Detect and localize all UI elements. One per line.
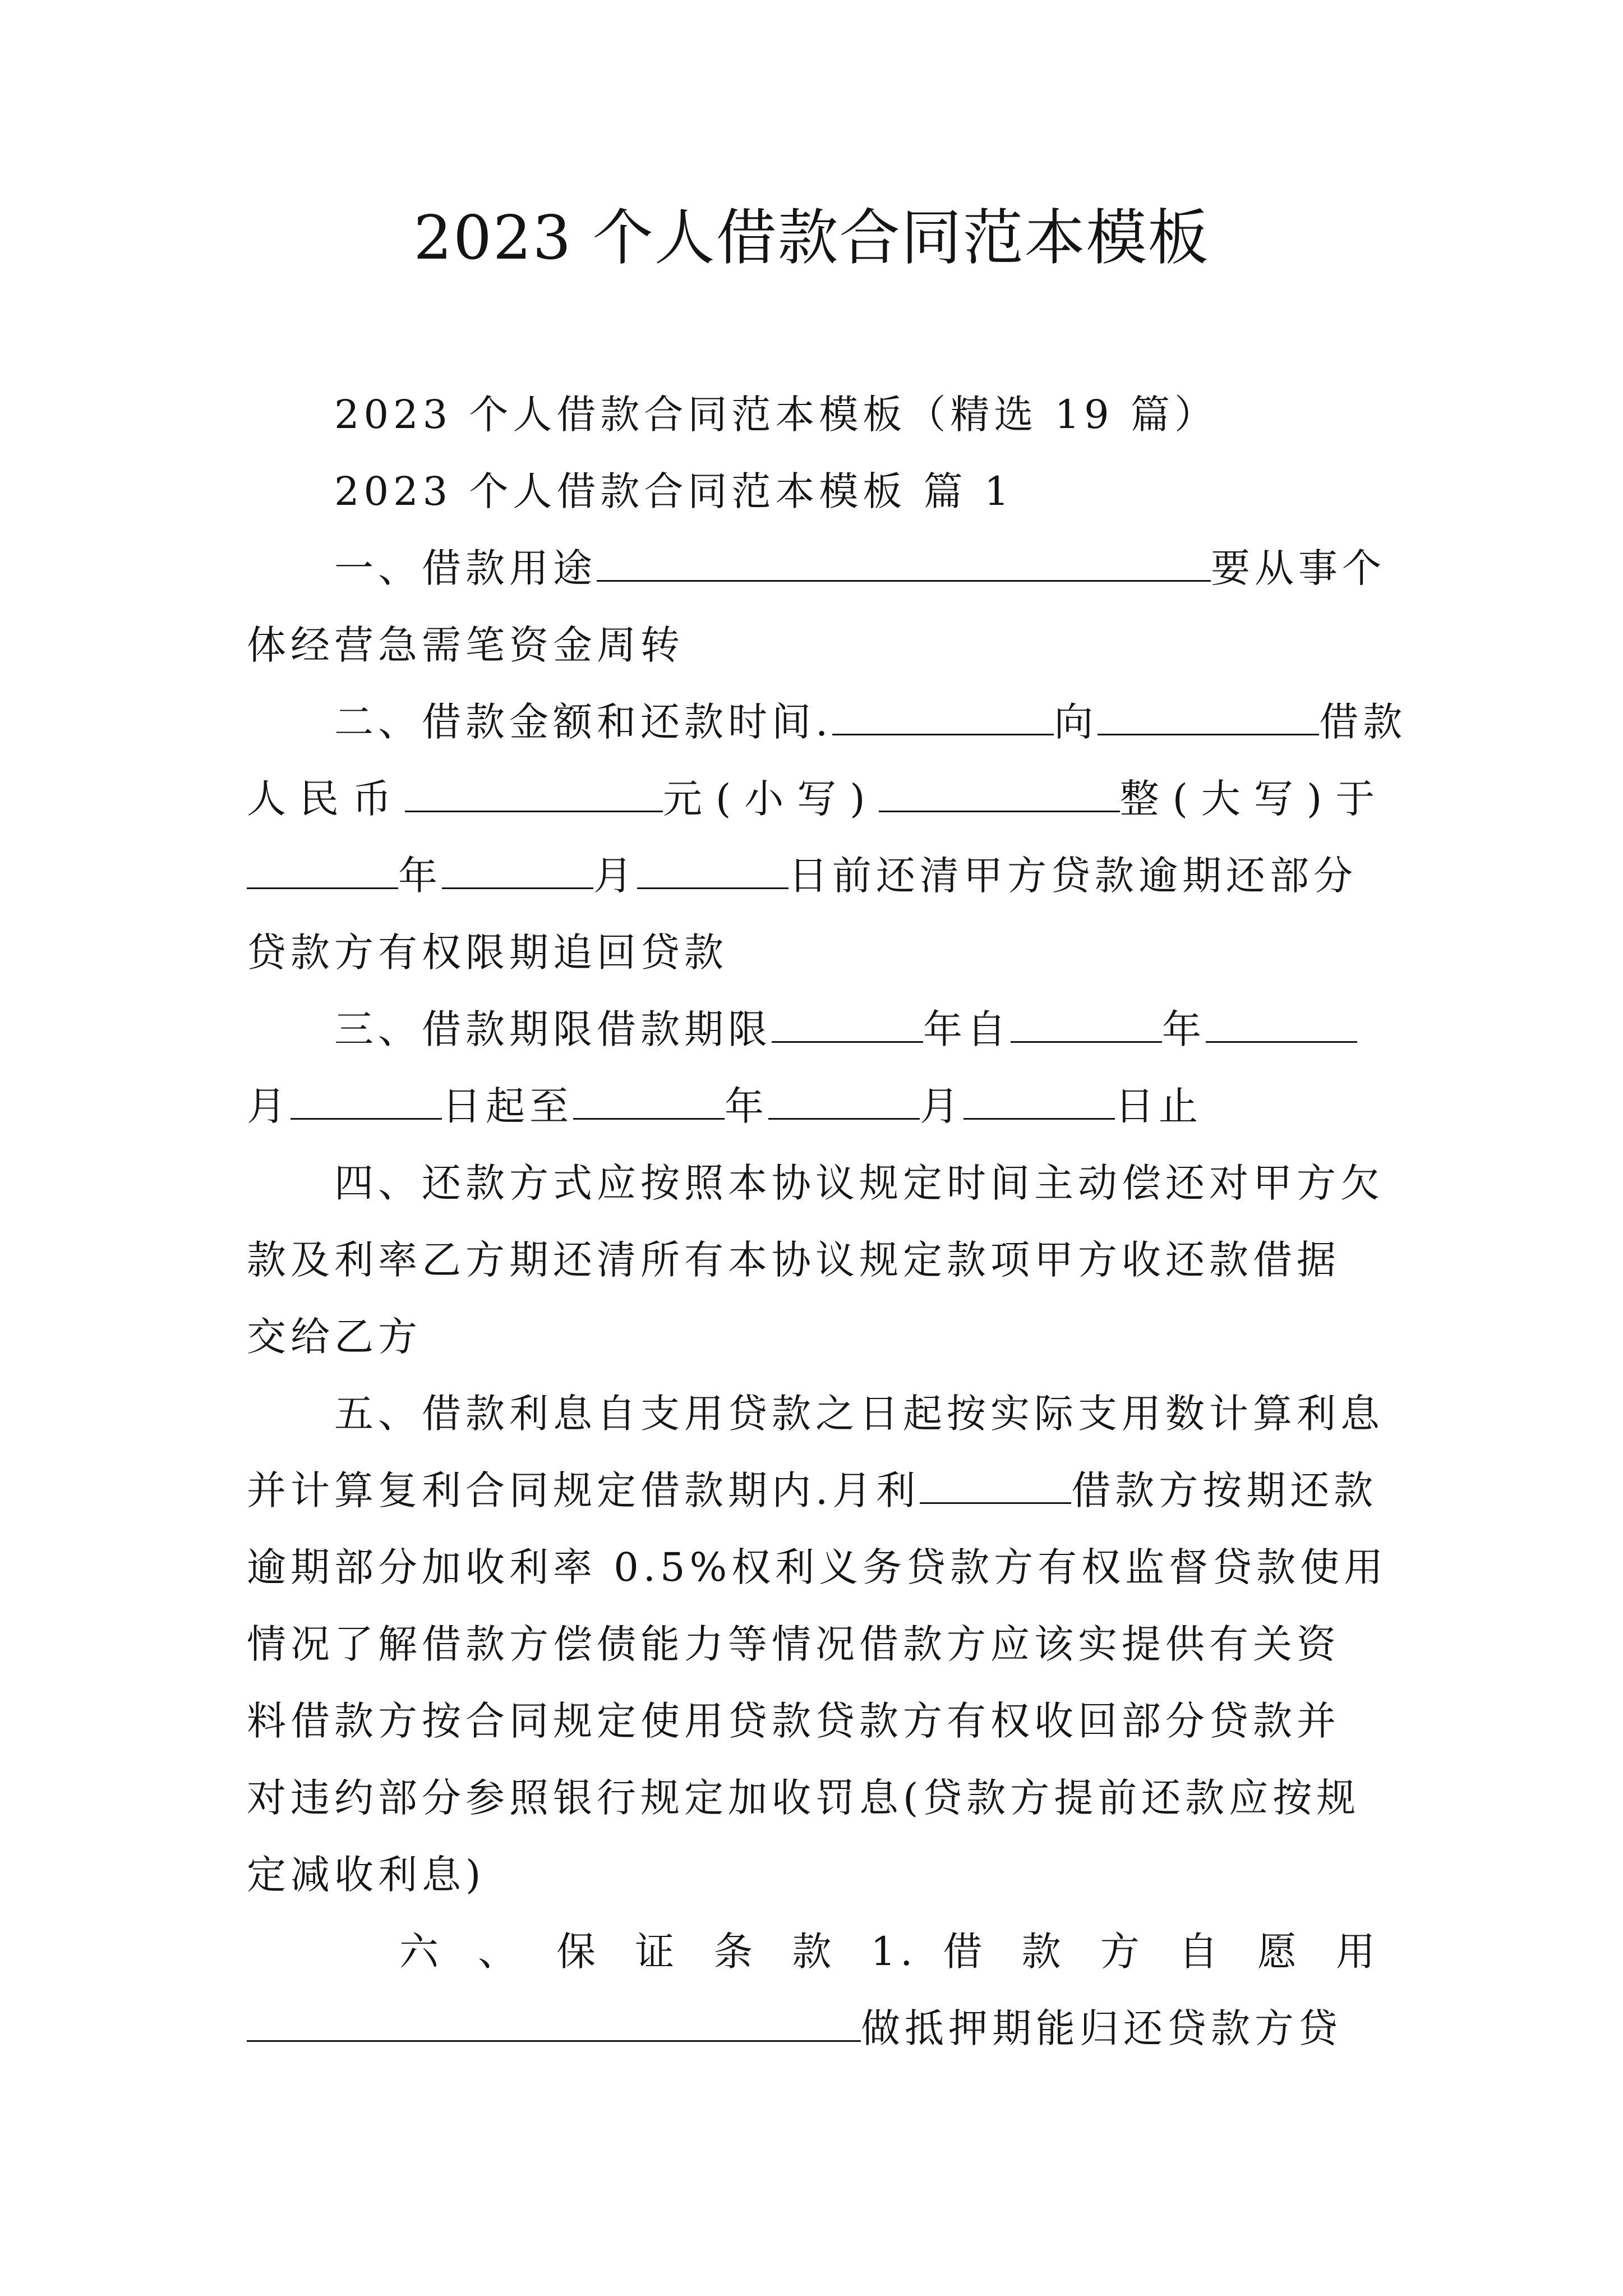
clause-2-uppercase-label: 整(大写)于 — [1119, 776, 1389, 822]
clause-2-rmb: 人民币 — [247, 776, 405, 822]
clause-3-label: 三、借款期限借款期限 — [334, 1006, 772, 1052]
amount-lowercase-blank[interactable] — [405, 776, 663, 812]
borrower-blank[interactable] — [1098, 699, 1319, 735]
clause-5-line-5: 料借款方按合同规定使用贷款贷款方有权收回部分贷款并 — [247, 1698, 1340, 1744]
repay-month-blank[interactable] — [442, 853, 593, 889]
clause-6-line-1: 六 、 保 证 条 款 1. 借 款 方 自 愿 用 — [399, 1929, 1380, 1975]
start-year-blank[interactable] — [1011, 1006, 1162, 1043]
clause-5-line-1: 五、借款利息自支用贷款之日起按实际支用数计算利息 — [334, 1391, 1384, 1437]
clause-3-from: 年自 — [923, 1006, 1011, 1052]
clause-3-line-1 — [334, 991, 1380, 1068]
start-month-blank[interactable] — [1206, 1006, 1357, 1043]
repay-day-blank[interactable] — [637, 853, 789, 889]
purpose-blank[interactable] — [597, 545, 1211, 582]
end-month-blank[interactable] — [768, 1083, 920, 1120]
end-year-blank[interactable] — [573, 1083, 725, 1120]
clause-6-line-2 — [247, 1990, 1380, 2067]
month-label: 月 — [593, 853, 637, 899]
monthly-rate-blank[interactable] — [920, 1467, 1071, 1504]
amount-uppercase-blank[interactable] — [879, 776, 1120, 812]
clause-2-text-loan: 借款 — [1319, 699, 1407, 745]
end-day-blank[interactable] — [963, 1083, 1115, 1120]
clause-1-text: 要从事个 — [1211, 545, 1386, 591]
clause-1-line-1 — [334, 530, 1386, 607]
clause-3-line-2 — [247, 1068, 1380, 1145]
clause-3-end: 日止 — [1115, 1083, 1202, 1129]
year-label: 年 — [398, 853, 442, 899]
clause-2-lowercase-label: 元(小写) — [663, 776, 879, 822]
clause-4-line-3: 交给乙方 — [247, 1314, 422, 1360]
start-month-label: 月 — [247, 1083, 291, 1129]
clause-5-line-4: 情况了解借款方偿债能力等情况借款方应该实提供有关资 — [247, 1621, 1340, 1667]
start-year-label: 年 — [1162, 1006, 1206, 1052]
clause-2-text-to: 向 — [1054, 699, 1098, 745]
lender-blank[interactable] — [832, 699, 1054, 735]
clause-6-text: 做抵押期能归还贷款方贷 — [861, 2005, 1342, 2051]
term-years-blank[interactable] — [772, 1006, 923, 1043]
clause-5-monthly-rate: 并计算复利合同规定借款期内.月利 — [247, 1467, 920, 1513]
end-year-label: 年 — [725, 1083, 768, 1129]
section-heading: 2023 个人借款合同范本模板 篇 1 — [334, 468, 1014, 514]
clause-5-text: 借款方按期还款 — [1071, 1467, 1378, 1513]
clause-2-line-2 — [247, 760, 1389, 838]
clause-5-line-2 — [247, 1452, 1380, 1529]
collateral-blank[interactable] — [247, 2005, 861, 2042]
clause-4-line-2: 款及利率乙方期还清所有本协议规定款项甲方收还款借据 — [247, 1237, 1340, 1283]
clause-2-line-3 — [247, 837, 1380, 914]
clause-5-line-6: 对违约部分参照银行规定加收罚息(贷款方提前还款应按规 — [247, 1775, 1361, 1821]
clause-4-line-1: 四、还款方式应按照本协议规定时间主动偿还对甲方欠 — [334, 1160, 1384, 1206]
end-month-label: 月 — [920, 1083, 963, 1129]
clause-5-line-7: 定减收利息) — [247, 1852, 486, 1898]
repay-year-blank[interactable] — [247, 853, 398, 889]
clause-2-line-4: 贷款方有权限期追回贷款 — [247, 930, 728, 976]
clause-5-line-3: 逾期部分加收利率 0.5%权利义务贷款方有权监督贷款使用 — [247, 1544, 1388, 1590]
clause-2-text-repay: 日前还清甲方贷款逾期还部分 — [789, 853, 1357, 899]
document-subtitle: 2023 个人借款合同范本模板（精选 19 篇） — [334, 392, 1218, 438]
start-day-blank[interactable] — [291, 1083, 442, 1120]
clause-1-line-2: 体经营急需笔资金周转 — [247, 622, 684, 668]
clause-1-label: 一、借款用途 — [334, 545, 597, 591]
clause-2-label: 二、借款金额和还款时间. — [334, 699, 833, 745]
document-title: 2023 个人借款合同范本模板 — [413, 203, 1210, 273]
clause-2-line-1 — [334, 683, 1407, 761]
clause-3-until: 日起至 — [442, 1083, 573, 1129]
